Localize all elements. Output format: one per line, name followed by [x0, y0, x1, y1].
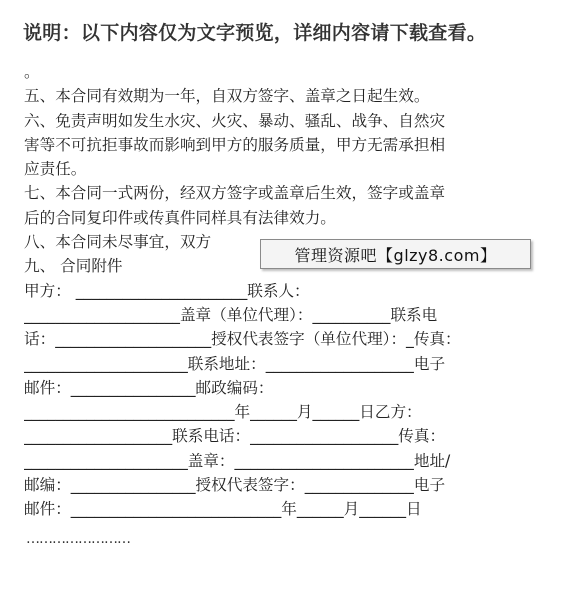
text-line: 。 — [24, 63, 40, 81]
text-line: 甲方： ______________________联系人： — [24, 281, 310, 300]
text-line: ___________________联系电话：___________________传真： — [24, 427, 446, 446]
text-line: 九、 合同附件 — [24, 257, 123, 276]
text-line: 八、本合同未尽事宜，双方 — [24, 233, 212, 252]
text-line: 邮件：___________________________年______月______日 — [24, 500, 422, 519]
text-line: 害等不可抗拒事故而影响到甲方的服务质量，甲方无需承担相 — [24, 135, 446, 154]
text-line: 邮件：________________邮政编码： — [24, 378, 274, 397]
text-line: ____________________盖章（单位代理）：__________联系电 — [24, 305, 438, 324]
preview-notice: 说明：以下内容仅为文字预览，详细内容请下载查看。 — [23, 22, 487, 44]
text-line: _____________________联系地址：___________________电子 — [24, 354, 446, 373]
text-line: ___________________________年______月______日乙方： — [24, 403, 422, 422]
text-line: 邮编：________________授权代表签字：______________电子 — [24, 476, 446, 495]
text-line: _____________________盖章：_______________________地址/ — [24, 451, 451, 470]
watermark-banner: 管理资源吧【glzy8.com】 — [260, 239, 531, 269]
text-line: 六、免责声明如发生水灾、火灾、暴动、骚乱、战争、自然灾 — [24, 111, 446, 130]
text-line: 七、本合同一式两份，经双方签字或盖章后生效，签字或盖章 — [24, 184, 446, 203]
text-line: 五、本合同有效期为一年，自双方签字、盖章之日起生效。 — [24, 87, 430, 106]
document-body — [24, 60, 554, 522]
text-line: 话：____________________授权代表签字（单位代理）：_传真： — [24, 330, 461, 349]
text-line: 应责任。 — [24, 160, 87, 179]
text-line: 后的合同复印件或传真件同样具有法律效力。 — [24, 208, 336, 227]
truncation-ellipsis: …………………… — [26, 531, 130, 547]
